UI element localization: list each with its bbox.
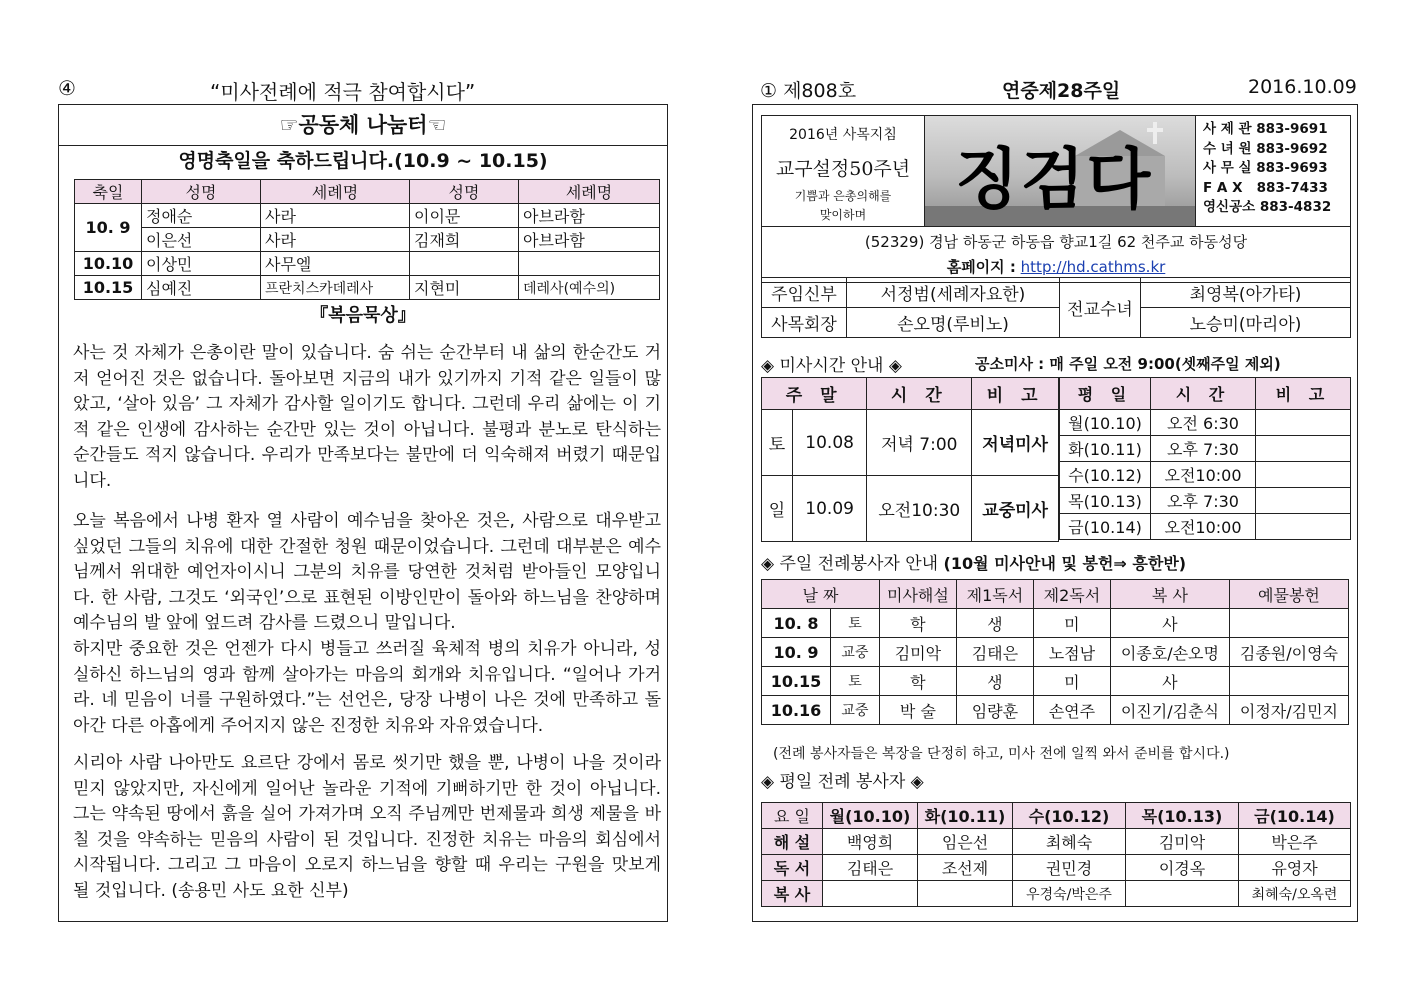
week-role: 복 사 bbox=[762, 881, 823, 907]
contact-line: 사 무 실 883-9693 bbox=[1203, 160, 1328, 176]
duty-note: (전례 봉사자들은 복장을 단정히 하고, 미사 전에 일찍 와서 준비를 합시다.) bbox=[773, 746, 1230, 762]
weekday-day: 월(10.10) bbox=[1060, 410, 1151, 436]
anniversary-title: 교구설정50주년 bbox=[775, 158, 911, 180]
duty-cell: 미 bbox=[1033, 609, 1110, 638]
duty-cell: 생 bbox=[956, 609, 1033, 638]
duty-cell: 이정자/김민지 bbox=[1229, 696, 1348, 725]
weekday-header: 평 일 bbox=[1060, 378, 1151, 410]
weekday-note bbox=[1256, 514, 1351, 540]
feast-header: 세례명 bbox=[519, 180, 660, 204]
table-row bbox=[762, 855, 1351, 881]
issue-number: ① 제808호 bbox=[760, 80, 857, 102]
feast-header: 축일 bbox=[75, 180, 142, 204]
sunday-duty-table bbox=[761, 579, 1349, 725]
staff-label: 전교수녀 bbox=[1060, 278, 1141, 338]
weekday-header: 시 간 bbox=[1151, 378, 1256, 410]
mass-note: 교중미사 bbox=[972, 476, 1059, 542]
weekday-mass-table bbox=[1059, 377, 1351, 540]
weekday-note bbox=[1256, 462, 1351, 488]
feast-header: 성명 bbox=[410, 180, 519, 204]
mass-note: 저녁미사 bbox=[972, 410, 1059, 476]
meditation-title: 『복음묵상』 bbox=[310, 305, 416, 326]
table-row bbox=[762, 881, 1351, 907]
weekday-note bbox=[1256, 436, 1351, 462]
weekday-header: 비 고 bbox=[1256, 378, 1351, 410]
week-cell: 유영자 bbox=[1239, 855, 1351, 881]
masthead-title: 징검다 bbox=[955, 140, 1153, 218]
duty-header: 제1독서 bbox=[956, 580, 1033, 609]
weekend-header: 비 고 bbox=[972, 378, 1059, 410]
weekday-day: 금(10.14) bbox=[1060, 514, 1151, 540]
week-header: 요 일 bbox=[762, 803, 823, 829]
contact-line: F A X 883-7433 bbox=[1203, 179, 1328, 196]
duty-cell: 노점남 bbox=[1033, 638, 1110, 667]
weekday-time: 오전10:00 bbox=[1151, 462, 1256, 488]
feast-baptismal: 아브라함 bbox=[519, 228, 660, 252]
table-row bbox=[1060, 436, 1351, 462]
week-cell bbox=[918, 881, 1013, 907]
duty-date: 10.15 bbox=[762, 667, 831, 696]
week-cell: 조선제 bbox=[918, 855, 1013, 881]
mass-date: 10.08 bbox=[793, 410, 867, 476]
week-cell: 김태은 bbox=[823, 855, 918, 881]
community-box bbox=[58, 104, 668, 922]
page-motto: “미사전례에 적극 참여합시다” bbox=[210, 80, 476, 104]
weekday-day: 화(10.11) bbox=[1060, 436, 1151, 462]
duty-cell: 미 bbox=[1033, 667, 1110, 696]
table-row bbox=[762, 696, 1349, 725]
table-row bbox=[75, 252, 660, 276]
pastoral-guideline bbox=[761, 115, 925, 227]
duty-header: 제2독서 bbox=[1033, 580, 1110, 609]
feast-name: 심예진 bbox=[142, 276, 261, 300]
week-role: 독 서 bbox=[762, 855, 823, 881]
meditation-paragraph: 사는 것 자체가 은총이란 말이 있습니다. 숨 쉬는 순간부터 내 삶의 한순간도 거저 얻어진 것은 없습니다. 돌아보면 지금의 내가 있기까지 기적 같은 일들이 많았고, ‘살아 있음’ 그 자체가 감사할 일이기도 합니다. 그런데 우리 삶에는 이 기적 같은 인생에 감사하는 순간만 있는 것이 아닙니다. 불평과 분노로 탄식하는 순간들도 적지 않습니다. 우리가 만족보다는 불만에 더 익숙해져 버렸기 때문입니다. bbox=[73, 343, 661, 491]
feast-baptismal: 아브라함 bbox=[519, 204, 660, 228]
staff-label: 사목회장 bbox=[762, 308, 847, 338]
staff-name: 최영복(아가타) bbox=[1141, 278, 1351, 308]
table-row bbox=[762, 609, 1349, 638]
week-header: 월(10.10) bbox=[823, 803, 918, 829]
staff-name: 서정범(세례자요한) bbox=[847, 278, 1060, 308]
duty-day: 교중 bbox=[831, 638, 880, 667]
week-cell bbox=[1126, 881, 1239, 907]
feast-name bbox=[410, 252, 519, 276]
feast-name: 이상민 bbox=[142, 252, 261, 276]
anniversary-subtitle: 맞이하며 bbox=[819, 208, 867, 222]
feast-date: 10.15 bbox=[75, 276, 142, 300]
week-header: 수(10.12) bbox=[1013, 803, 1126, 829]
duty-date: 10.16 bbox=[762, 696, 831, 725]
feast-header: 성명 bbox=[142, 180, 261, 204]
duty-header: 미사해설 bbox=[879, 580, 956, 609]
feast-baptismal: 프란치스카데레사 bbox=[261, 276, 410, 300]
weekend-header: 주 말 bbox=[762, 378, 867, 410]
duty-day: 토 bbox=[831, 609, 880, 638]
duty-cell: 학 bbox=[879, 609, 956, 638]
duty-cell: 사 bbox=[1110, 609, 1229, 638]
staff-label: 주임신부 bbox=[762, 278, 847, 308]
duty-cell: 임량훈 bbox=[956, 696, 1033, 725]
liturgy-title: 연중제28주일 bbox=[1002, 80, 1121, 102]
address: (52329) 경남 하동군 하동읍 향교1길 62 천주교 하동성당 bbox=[864, 233, 1248, 251]
feast-date: 10. 9 bbox=[75, 204, 142, 252]
week-cell: 권민경 bbox=[1013, 855, 1126, 881]
staff-name: 손오명(루비노) bbox=[847, 308, 1060, 338]
week-cell: 박은주 bbox=[1239, 829, 1351, 855]
contact-line: 사 제 관 883-9691 bbox=[1203, 121, 1328, 137]
meditation-paragraph: 오늘 복음에서 나병 환자 열 사람이 예수님을 찾아온 것은, 사람으로 대우받고 싶었던 그들의 치유에 대한 간절한 청원 때문이었습니다. 그런데 대부분은 예수님께서 위대한 예언자이시니 그분의 치유를 당연한 것처럼 받아들인 모양입니다. 한 사람, 그것도 ‘외국인’으로 표현된 이방인만이 돌아와 하느님을 찬양하며 예수님의 발 앞에 엎드려 감사를 드렸으니 말입니다. bbox=[73, 511, 661, 633]
table-row bbox=[762, 410, 1059, 476]
week-header: 금(10.14) bbox=[1239, 803, 1351, 829]
weekday-time: 오전 6:30 bbox=[1151, 410, 1256, 436]
page-number-left: ④ bbox=[58, 76, 76, 100]
feast-baptismal: 사무엘 bbox=[261, 252, 410, 276]
weekday-duty-title: ◈ 평일 전례 봉사자 ◈ bbox=[761, 772, 924, 792]
meditation-paragraph: 하지만 중요한 것은 언젠가 다시 병들고 쓰러질 육체적 병의 치유가 아니라, 성실하신 하느님의 영과 함께 살아가는 마음의 회개와 치유입니다. “일어나 가거라. 네 믿음이 너를 구원하였다.”는 선언은, 당장 나병이 나은 것에 만족하고 돌아간 다른 아홉에게 주어지지 않은 진정한 치유와 자유였습니다. bbox=[73, 639, 661, 736]
week-cell: 백영희 bbox=[823, 829, 918, 855]
feast-day-table bbox=[74, 179, 660, 300]
duty-cell: 김태은 bbox=[956, 638, 1033, 667]
church-photo bbox=[925, 115, 1195, 227]
duty-cell: 이진기/김춘식 bbox=[1110, 696, 1229, 725]
table-row bbox=[1060, 410, 1351, 436]
feast-name: 지현미 bbox=[410, 276, 519, 300]
duty-date: 10. 8 bbox=[762, 609, 831, 638]
feast-baptismal bbox=[519, 252, 660, 276]
feast-day-title: 영명축일을 축하드립니다.(10.9 ~ 10.15) bbox=[178, 150, 548, 172]
issue-date: 2016.10.09 bbox=[1248, 76, 1357, 98]
mass-day: 일 bbox=[762, 476, 793, 542]
mass-time: 오전10:30 bbox=[867, 476, 972, 542]
feast-date: 10.10 bbox=[75, 252, 142, 276]
feast-name: 김재희 bbox=[410, 228, 519, 252]
weekend-mass-table bbox=[761, 377, 1059, 542]
mission-mass-note: 공소미사 : 매 주일 오전 9:00(셋째주일 제외) bbox=[975, 355, 1281, 373]
duty-cell: 생 bbox=[956, 667, 1033, 696]
duty-cell: 학 bbox=[879, 667, 956, 696]
week-cell: 임은선 bbox=[918, 829, 1013, 855]
weekday-day: 목(10.13) bbox=[1060, 488, 1151, 514]
table-row bbox=[762, 638, 1349, 667]
table-row bbox=[75, 204, 660, 228]
staff-table bbox=[761, 277, 1351, 338]
weekday-note bbox=[1256, 410, 1351, 436]
table-row bbox=[762, 829, 1351, 855]
duty-cell bbox=[1229, 667, 1348, 696]
week-cell bbox=[823, 881, 918, 907]
weekend-header: 시 간 bbox=[867, 378, 972, 410]
feast-baptismal: 사라 bbox=[261, 228, 410, 252]
duty-date: 10. 9 bbox=[762, 638, 831, 667]
duty-day: 토 bbox=[831, 667, 880, 696]
bulletin-box bbox=[752, 104, 1358, 922]
feast-baptismal: 사라 bbox=[261, 204, 410, 228]
duty-cell: 이종호/손오명 bbox=[1110, 638, 1229, 667]
duty-cell bbox=[1229, 609, 1348, 638]
table-row bbox=[75, 228, 660, 252]
contact-line: 수 녀 원 883-9692 bbox=[1203, 140, 1328, 157]
weekday-time: 오후 7:30 bbox=[1151, 488, 1256, 514]
mass-section-title: ◈ 미사시간 안내 ◈ bbox=[761, 356, 902, 376]
duty-header: 예물봉헌 bbox=[1229, 580, 1348, 609]
pastoral-year: 2016년 사목지침 bbox=[789, 127, 897, 143]
staff-name: 노승미(마리아) bbox=[1141, 308, 1351, 338]
table-row bbox=[75, 276, 660, 300]
feast-name: 이이문 bbox=[410, 204, 519, 228]
week-cell: 최혜숙/오옥련 bbox=[1239, 881, 1351, 907]
feast-name: 정애순 bbox=[142, 204, 261, 228]
address-box bbox=[761, 227, 1351, 283]
duty-cell: 박 술 bbox=[879, 696, 956, 725]
week-cell: 최혜숙 bbox=[1013, 829, 1126, 855]
weekday-day: 수(10.12) bbox=[1060, 462, 1151, 488]
weekday-time: 오후 7:30 bbox=[1151, 436, 1256, 462]
feast-header: 세례명 bbox=[261, 180, 410, 204]
table-row bbox=[762, 476, 1059, 542]
duty-cell: 손연주 bbox=[1033, 696, 1110, 725]
duty-cell: 김종원/이영숙 bbox=[1229, 638, 1348, 667]
week-cell: 김미악 bbox=[1126, 829, 1239, 855]
mass-day: 토 bbox=[762, 410, 793, 476]
table-row bbox=[1060, 488, 1351, 514]
duty-header: 날 짜 bbox=[762, 580, 880, 609]
homepage-link[interactable]: http://hd.cathms.kr bbox=[1020, 258, 1166, 276]
weekday-time: 오전10:00 bbox=[1151, 514, 1256, 540]
week-role: 해 설 bbox=[762, 829, 823, 855]
duty-section-note: (10월 미사안내 및 봉헌⇒ 흥한반) bbox=[943, 554, 1187, 573]
contact-list bbox=[1195, 115, 1351, 227]
table-row bbox=[1060, 514, 1351, 540]
week-header: 화(10.11) bbox=[918, 803, 1013, 829]
anniversary-subtitle: 기쁨과 은총의해를 bbox=[794, 189, 892, 203]
duty-header: 복 사 bbox=[1110, 580, 1229, 609]
table-row bbox=[1060, 462, 1351, 488]
duty-cell: 사 bbox=[1110, 667, 1229, 696]
mass-date: 10.09 bbox=[793, 476, 867, 542]
contact-line: 영신공소 883-4832 bbox=[1203, 199, 1332, 215]
weekday-duty-table bbox=[761, 802, 1351, 907]
week-header: 목(10.13) bbox=[1126, 803, 1239, 829]
duty-cell: 김미악 bbox=[879, 638, 956, 667]
table-row bbox=[762, 667, 1349, 696]
feast-name: 이은선 bbox=[142, 228, 261, 252]
mass-time: 저녁 7:00 bbox=[867, 410, 972, 476]
weekday-note bbox=[1256, 488, 1351, 514]
week-cell: 이경옥 bbox=[1126, 855, 1239, 881]
feast-baptismal: 데레사(예수의) bbox=[519, 276, 660, 300]
homepage-label: 홈페이지 : bbox=[946, 258, 1016, 276]
duty-day: 교중 bbox=[831, 696, 880, 725]
week-cell: 우경숙/박은주 bbox=[1013, 881, 1126, 907]
meditation-paragraph: 시리아 사람 나아만도 요르단 강에서 몸로 씻기만 했을 뿐, 나병이 나을 것이라 믿지 않았지만, 자신에게 일어난 놀라운 기적에 기뻐하기만 한 것이 아닙니다. 그는 약속된 땅에서 흙을 실어 가져가며 오직 주님께만 번제물과 희생 제물을 바칠 것을 약속하는 믿음의 사람이 된 것입니다. 진정한 치유는 마음의 회심에서 시작됩니다. 그리고 그 마음이 오로지 하느님을 향할 때 우리는 구원을 맛보게 될 것입니다. (송용민 사도 요한 신부) bbox=[73, 753, 661, 901]
duty-section-title: ◈ 주일 전례봉사자 안내 (10월 미사안내 및 봉헌⇒ 흥한반) bbox=[761, 554, 1187, 574]
community-title: ☞공동체 나눔터☜ bbox=[59, 105, 667, 146]
